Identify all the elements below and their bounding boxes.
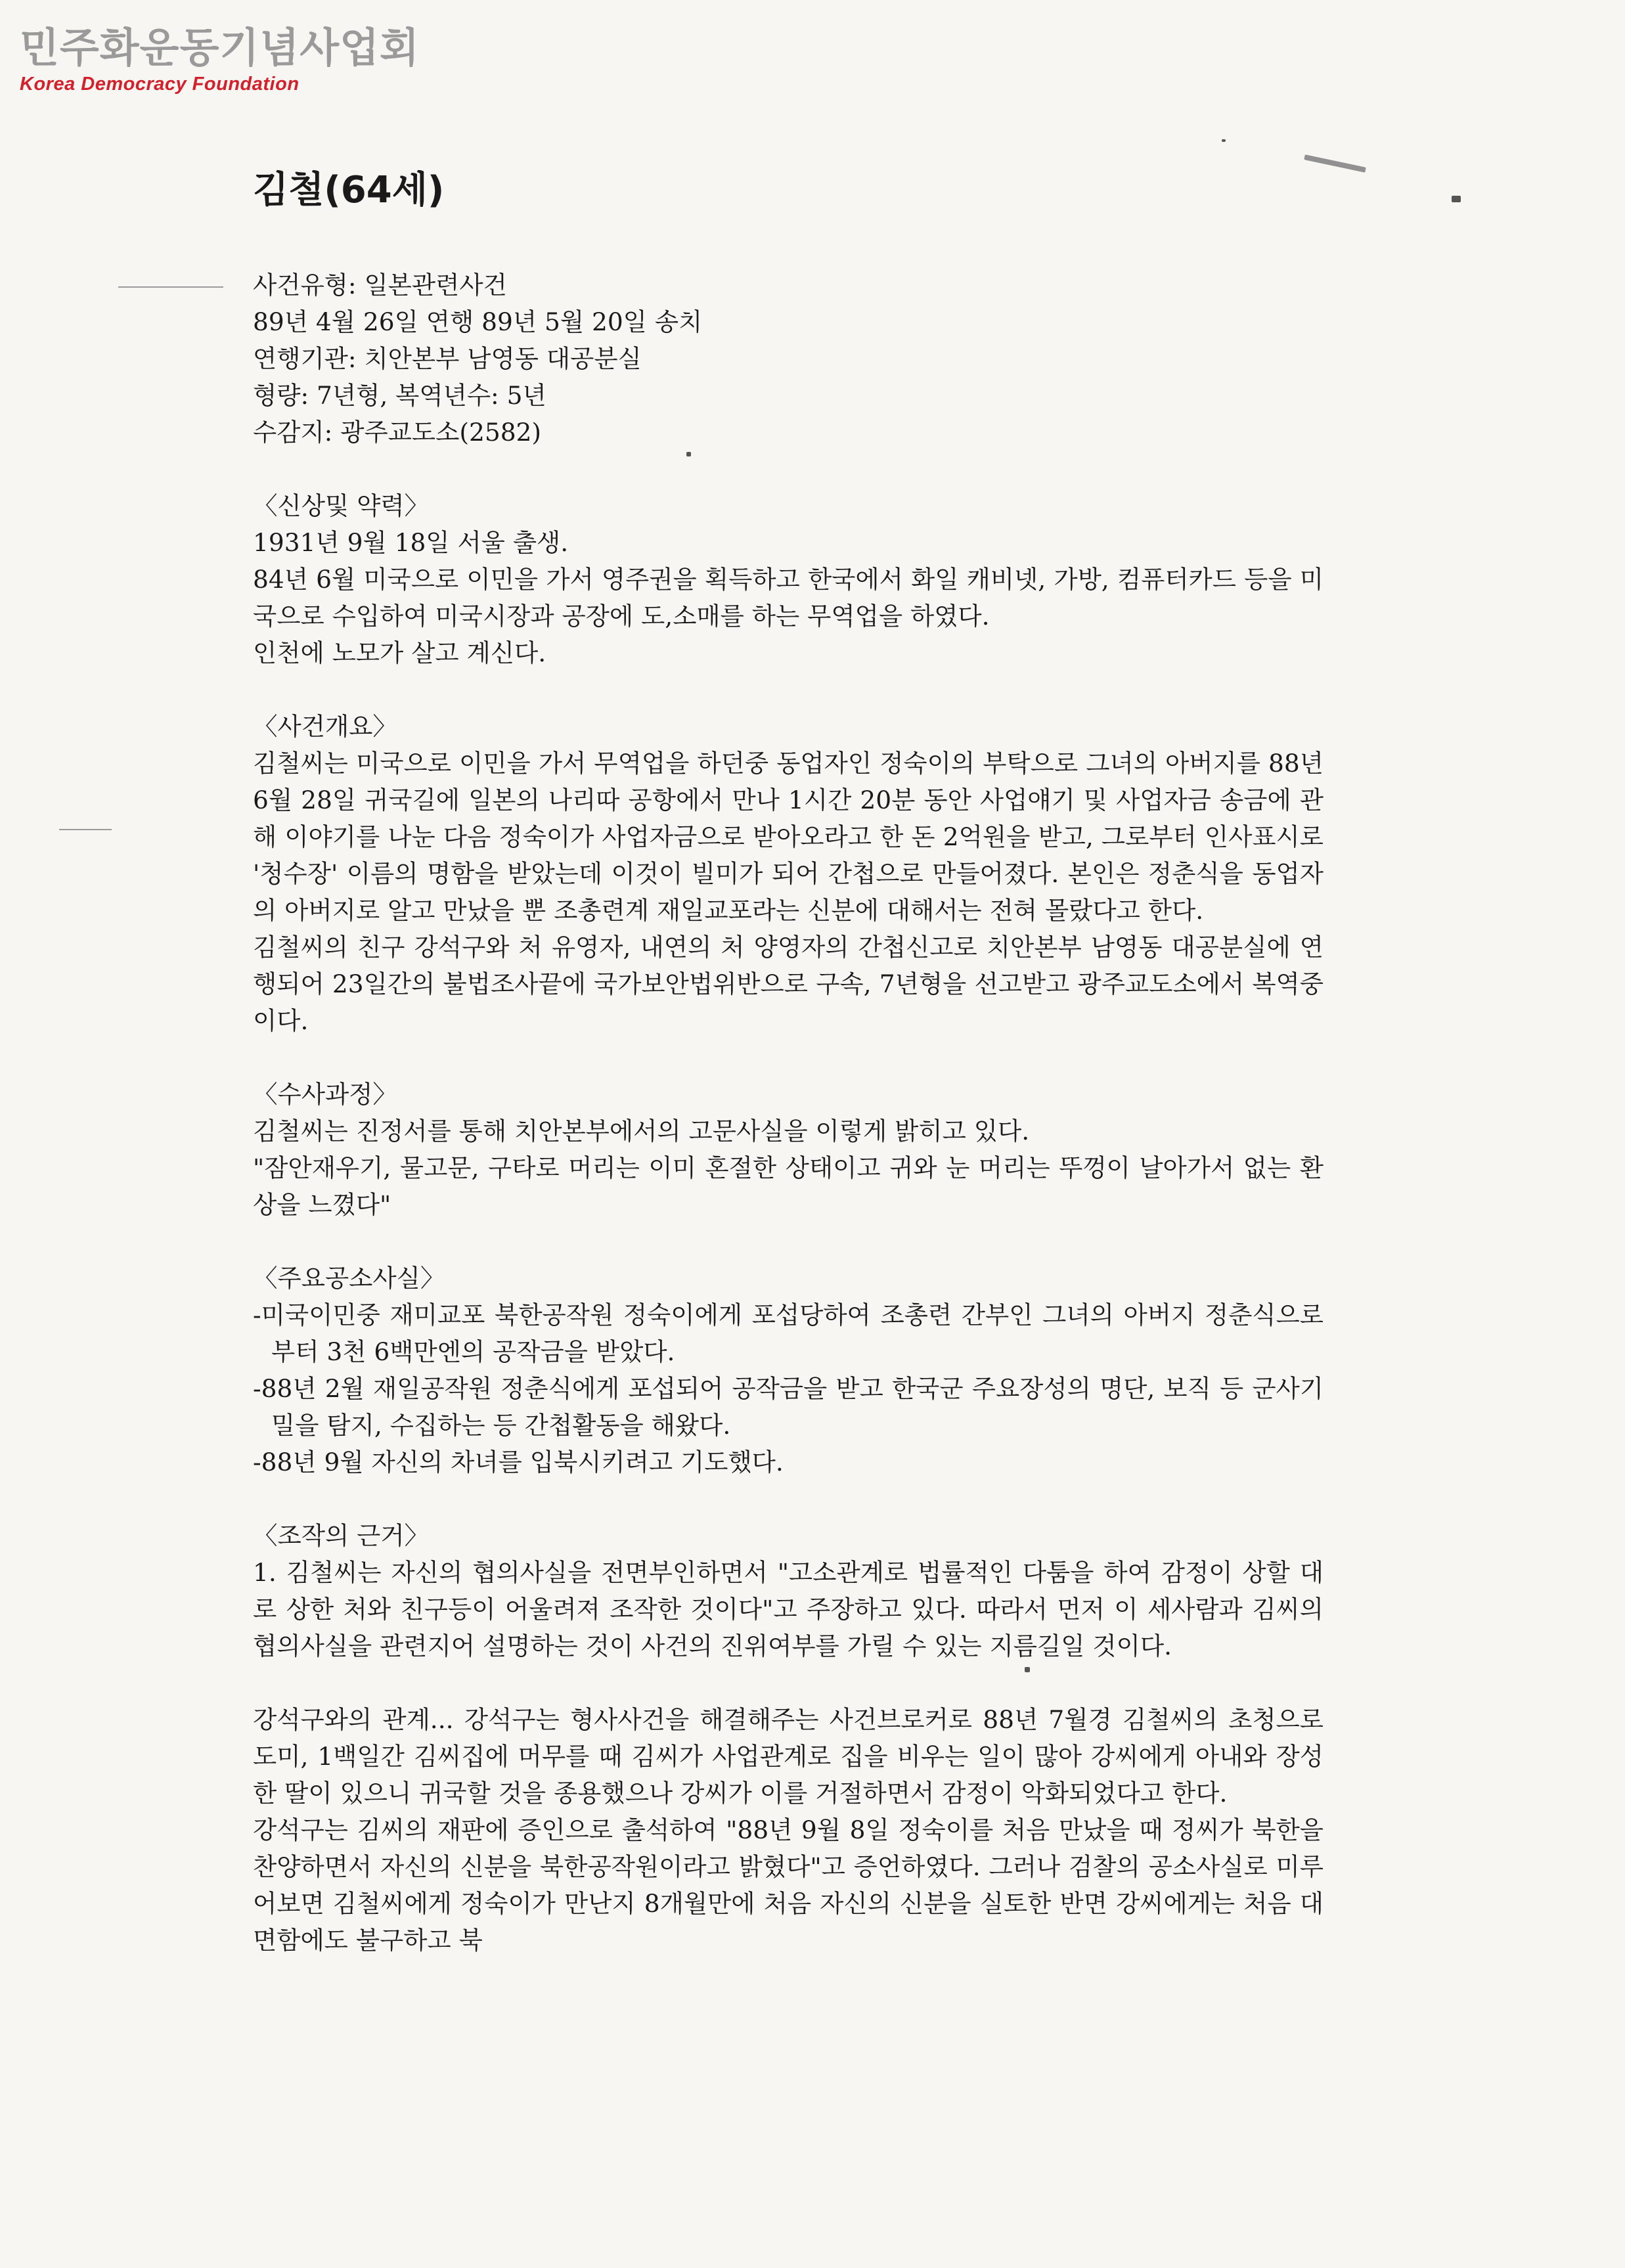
profile-line: 84년 6월 미국으로 이민을 가서 영주권을 획득하고 한국에서 화일 캐비넷, 가방, 컴퓨터카드 등을 미국으로 수입하여 미국시장과 공장에 도,소매를 하는 무역업을 하였다. (253, 565, 1324, 631)
sentence: 형량: 7년형, 복역년수: 5년 (253, 381, 546, 410)
document-page (253, 164, 1324, 1959)
profile-heading: 〈신상및 약력〉 (253, 491, 430, 520)
logo-english-text: Korea Democracy Foundation (20, 74, 300, 95)
scan-mark (1452, 196, 1461, 202)
prison: 수감지: 광주교도소(2582) (253, 418, 542, 447)
charge-item: -미국이민중 재미교포 북한공작원 정숙이에게 포섭당하여 조총련 간부인 그녀의 아버지 정춘식으로부터 3천 6백만엔의 공작금을 받았다. (253, 1301, 1324, 1366)
arrest-dates: 89년 4월 26일 연행 89년 5월 20일 송치 (253, 307, 703, 336)
charge-item: -88년 9월 자신의 차녀를 입북시키려고 기도했다. (253, 1448, 784, 1477)
page-title: 김철(64세) (253, 169, 445, 211)
foundation-logo (20, 24, 420, 95)
investigation-heading: 〈수사과정〉 (253, 1080, 397, 1109)
summary-heading: 〈사건개요〉 (253, 712, 397, 741)
grounds-paragraph: 1. 김철씨는 자신의 협의사실을 전면부인하면서 "고소관계로 법률적인 다툼을 하여 감정이 상할 대로 상한 처와 친구등이 어울려져 조작한 것이다"고 주장하고 있다. 따라서 먼저 이 세사람과 김씨의 협의사실을 관련지어 설명하는 것이 사건의 진위여부를 가릴 수 있는 지름길일 것이다. (253, 1558, 1324, 1660)
paragraph-gap (253, 1664, 1324, 1701)
scan-mark (118, 286, 223, 288)
case-type: 사건유형: 일본관련사건 (253, 271, 507, 300)
scan-mark (59, 829, 112, 830)
profile-line: 인천에 노모가 살고 계신다. (253, 638, 546, 667)
summary-paragraph: 김철씨의 친구 강석구와 처 유영자, 내연의 처 양영자의 간첩신고로 치안본부 남영동 대공분실에 연행되어 23일간의 불법조사끝에 국가보안법위반으로 구속, 7년형을 선고받고 광주교도소에서 복역중이다. (253, 933, 1324, 1035)
charge-item: -88년 2월 재일공작원 정춘식에게 포섭되어 공작금을 받고 한국군 주요장성의 명단, 보직 등 군사기밀을 탐지, 수집하는 등 간첩활동을 해왔다. (253, 1374, 1324, 1440)
grounds-paragraph: 강석구는 김씨의 재판에 증인으로 출석하여 "88년 9월 8일 정숙이를 처음 만났을 때 정씨가 북한을 찬양하면서 자신의 신분을 북한공작원이라고 밝혔다"고 증언하였다. 그러나 검찰의 공소사실로 미루어보면 김철씨에게 정숙이가 만난지 8개월만에 처음 자신의 신분을 실토한 반면 강씨에게는 처음 대면함에도 불구하고 북 (253, 1815, 1324, 1955)
case-meta (253, 267, 1324, 451)
summary-paragraph: 김철씨는 미국으로 이민을 가서 무역업을 하던중 동업자인 정숙이의 부탁으로 그녀의 아버지를 88년 6월 28일 귀국길에 일본의 나리따 공항에서 만나 1시간 20분 동안 사업얘기 및 사업자금 송금에 관해 이야기를 나눈 다음 정숙이가 사업자금으로 받아오라고 한 돈 2억원을 받고, 그로부터 인사표시로 '청수장' 이름의 명함을 받았는데 이것이 빌미가 되어 간첩으로 만들어졌다. 본인은 정춘식을 동업자의 아버지로 알고 만났을 뿐 조총련계 재일교포라는 신분에 대해서는 전혀 몰랐다고 한다. (253, 749, 1324, 925)
grounds-paragraph: 강석구와의 관계... 강석구는 형사사건을 해결해주는 사건브로커로 88년 7월경 김철씨의 초청으로 도미, 1백일간 김씨집에 머무를 때 김씨가 사업관계로 집을 비우는 일이 많아 강씨에게 아내와 장성한 딸이 있으니 귀국할 것을 종용했으나 강씨가 이를 거절하면서 감정이 악화되었다고 한다. (253, 1705, 1324, 1808)
profile-line: 1931년 9월 18일 서울 출생. (253, 528, 569, 557)
arresting-agency: 연행기관: 치안본부 남영동 대공분실 (253, 344, 642, 373)
scan-mark (1222, 139, 1226, 142)
investigation-quote: "잠안재우기, 물고문, 구타로 머리는 이미 혼절한 상태이고 귀와 눈 머리는 뚜껑이 날아가서 없는 환상을 느꼈다" (253, 1153, 1324, 1219)
logo-korean-text: 민주화운동기념사업회 (20, 24, 420, 72)
investigation-line: 김철씨는 진정서를 통해 치안본부에서의 고문사실을 이렇게 밝히고 있다. (253, 1117, 1030, 1145)
grounds-heading: 〈조작의 근거〉 (253, 1521, 430, 1550)
charges-heading: 〈주요공소사실〉 (253, 1264, 445, 1293)
